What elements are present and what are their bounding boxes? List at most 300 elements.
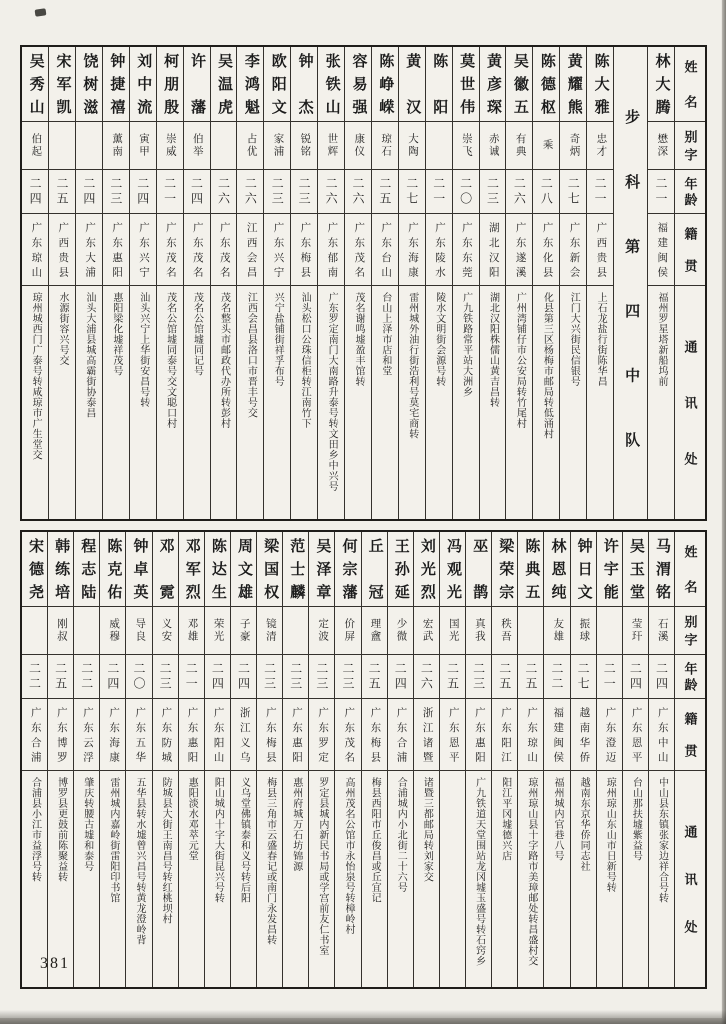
address-value: 博罗县更鼓前陈聚益转 bbox=[55, 777, 67, 882]
person-name: 陈克佑 bbox=[105, 538, 122, 600]
address-value: 中山县东镇张家边祥合号转 bbox=[656, 777, 668, 903]
address-cell bbox=[533, 285, 559, 519]
person-name: 吴徽五 bbox=[511, 53, 528, 115]
name-cell bbox=[362, 532, 387, 606]
origin-value: 广东惠阳 bbox=[186, 707, 198, 762]
age-value: 二四 bbox=[628, 661, 643, 692]
age-cell bbox=[372, 169, 398, 213]
origin-cell bbox=[291, 213, 317, 285]
person-name: 吴秀山 bbox=[27, 53, 44, 115]
name-cell bbox=[399, 47, 425, 121]
alias-cell bbox=[211, 121, 237, 169]
origin-cell bbox=[130, 213, 156, 285]
scan-edge-shadow-bottom bbox=[0, 1010, 726, 1024]
alias-cell bbox=[345, 121, 371, 169]
name-cell bbox=[22, 47, 48, 121]
name-cell bbox=[426, 47, 452, 121]
entry-column bbox=[282, 532, 308, 987]
origin-cell bbox=[48, 698, 73, 770]
age-value: 二八 bbox=[539, 176, 554, 207]
origin-cell bbox=[264, 213, 290, 285]
name-cell bbox=[372, 47, 398, 121]
alias-value: 懋深 bbox=[656, 133, 668, 158]
entry-column bbox=[465, 532, 491, 987]
origin-cell bbox=[153, 698, 178, 770]
address-value: 广州湾铺仔市公安局转竹尾村 bbox=[514, 292, 526, 429]
age-cell bbox=[205, 654, 230, 698]
address-value: 合浦城内小北街二十六号 bbox=[395, 777, 407, 893]
origin-value: 广东梅县 bbox=[369, 707, 381, 762]
alias-cell bbox=[506, 121, 532, 169]
person-name: 王孙延 bbox=[392, 538, 409, 600]
origin-value: 广东海康 bbox=[108, 707, 120, 762]
entry-column bbox=[22, 47, 48, 519]
entry-column bbox=[398, 47, 425, 519]
address-cell bbox=[544, 770, 569, 987]
entry-column bbox=[344, 47, 371, 519]
address-cell bbox=[388, 770, 413, 987]
name-cell bbox=[597, 532, 622, 606]
alias-value: 有典 bbox=[514, 133, 526, 158]
origin-value: 广东梅县 bbox=[299, 222, 311, 277]
origin-value: 江西会昌 bbox=[245, 222, 257, 277]
person-name: 马渭铭 bbox=[653, 538, 670, 600]
age-cell bbox=[103, 169, 129, 213]
person-name: 莫世伟 bbox=[458, 53, 475, 115]
address-value: 茂名整头市邮政代办所转彭村 bbox=[218, 292, 230, 429]
origin-cell bbox=[440, 698, 465, 770]
origin-cell bbox=[388, 698, 413, 770]
alias-cell bbox=[414, 606, 439, 654]
age-cell bbox=[533, 169, 559, 213]
name-cell bbox=[560, 47, 586, 121]
address-value: 高州茂名公馆市永怡泉号转樟岭村 bbox=[342, 777, 354, 935]
alias-cell bbox=[309, 606, 334, 654]
age-cell bbox=[388, 654, 413, 698]
name-cell bbox=[335, 532, 360, 606]
age-value: 二三 bbox=[108, 176, 123, 207]
person-name: 林大腾 bbox=[653, 53, 670, 115]
address-cell bbox=[184, 285, 210, 519]
person-name: 许藩 bbox=[189, 53, 206, 115]
address-value: 琼州琼山东山市日新号转 bbox=[604, 777, 616, 893]
page-number: 381 bbox=[40, 955, 70, 972]
origin-value: 广东梅县 bbox=[264, 707, 276, 762]
address-value: 汕头大浦县城高霸街协泰昌 bbox=[83, 292, 95, 418]
header-name-label bbox=[675, 47, 705, 121]
address-cell bbox=[291, 285, 317, 519]
alias-cell bbox=[157, 121, 183, 169]
age-cell bbox=[649, 654, 674, 698]
address-value: 台山上泽市店和堂 bbox=[379, 292, 391, 376]
address-value: 广九铁道天堂围站龙冈墟玉盛号转石窍乡 bbox=[473, 777, 485, 966]
alias-cell bbox=[649, 606, 674, 654]
age-value: 二七 bbox=[576, 661, 591, 692]
person-name: 钟卓英 bbox=[131, 538, 148, 600]
age-value: 二五 bbox=[523, 661, 538, 692]
age-value: 二四 bbox=[135, 176, 150, 207]
origin-value: 越南华侨 bbox=[578, 707, 590, 762]
age-cell bbox=[184, 169, 210, 213]
header-address-label bbox=[675, 770, 705, 987]
alias-cell bbox=[49, 121, 75, 169]
alias-cell bbox=[205, 606, 230, 654]
origin-value: 广东恩平 bbox=[630, 707, 642, 762]
alias-cell bbox=[335, 606, 360, 654]
origin-value: 广东合浦 bbox=[395, 707, 407, 762]
origin-value: 广东茂名 bbox=[353, 222, 365, 277]
alias-cell bbox=[100, 606, 125, 654]
address-cell bbox=[414, 770, 439, 987]
age-value: 二二 bbox=[79, 661, 94, 692]
age-value: 二四 bbox=[28, 176, 43, 207]
alias-cell bbox=[318, 121, 344, 169]
address-value: 越南东京华侨同志社 bbox=[578, 777, 590, 872]
person-name: 范士麟 bbox=[288, 538, 305, 600]
entry-column bbox=[317, 47, 344, 519]
origin-value: 广东茂名 bbox=[218, 222, 230, 277]
entry-column bbox=[596, 532, 622, 987]
alias-value: 家浦 bbox=[272, 133, 284, 158]
age-value: 二四 bbox=[105, 661, 120, 692]
entry-column bbox=[290, 47, 317, 519]
alias-cell bbox=[533, 121, 559, 169]
origin-cell bbox=[100, 698, 125, 770]
origin-cell bbox=[345, 213, 371, 285]
address-value: 茂名公馆墟同记号 bbox=[191, 292, 203, 376]
origin-cell bbox=[22, 698, 47, 770]
origin-value: 广东中山 bbox=[656, 707, 668, 762]
age-value: 二〇 bbox=[131, 661, 146, 692]
age-value: 二三 bbox=[270, 176, 285, 207]
name-cell bbox=[126, 532, 151, 606]
age-value: 二三 bbox=[297, 176, 312, 207]
person-name: 柯朋殷 bbox=[162, 53, 179, 115]
person-name: 吴泽章 bbox=[314, 538, 331, 600]
age-cell bbox=[560, 169, 586, 213]
origin-cell bbox=[466, 698, 491, 770]
address-value: 上石龙盐行街陈华昌 bbox=[595, 292, 607, 387]
origin-value: 广东台山 bbox=[380, 222, 392, 277]
origin-cell bbox=[76, 213, 102, 285]
alias-cell bbox=[179, 606, 204, 654]
age-cell bbox=[362, 654, 387, 698]
entry-column bbox=[236, 47, 263, 519]
origin-cell bbox=[309, 698, 334, 770]
address-cell bbox=[453, 285, 479, 519]
name-cell bbox=[440, 532, 465, 606]
alias-value: 赤诚 bbox=[487, 133, 499, 158]
header-name-label bbox=[675, 532, 705, 606]
person-name: 刘中流 bbox=[135, 53, 152, 115]
alias-cell bbox=[184, 121, 210, 169]
person-name: 周文雄 bbox=[235, 538, 252, 600]
origin-value: 广东大浦 bbox=[84, 222, 96, 277]
origin-value: 广东惠阳 bbox=[473, 707, 485, 762]
age-cell bbox=[283, 654, 308, 698]
alias-value: 宏武 bbox=[421, 618, 433, 643]
entry-column bbox=[230, 532, 256, 987]
alias-value: 寅甲 bbox=[137, 133, 149, 158]
entry-column bbox=[204, 532, 230, 987]
name-cell bbox=[74, 532, 99, 606]
person-name: 韩练培 bbox=[53, 538, 70, 600]
alias-value: 伯举 bbox=[191, 133, 203, 158]
age-value: 二一 bbox=[602, 661, 617, 692]
person-name: 陈阳 bbox=[431, 53, 448, 115]
header-age-label bbox=[675, 169, 705, 213]
origin-cell bbox=[623, 698, 648, 770]
alias-cell bbox=[648, 121, 674, 169]
alias-cell bbox=[388, 606, 413, 654]
age-cell bbox=[231, 654, 256, 698]
address-value: 防城县大街王南昌号转红桃坝村 bbox=[160, 777, 172, 924]
alias-value: 世辉 bbox=[326, 133, 338, 158]
alias-value: 锐铭 bbox=[299, 133, 311, 158]
name-cell bbox=[211, 47, 237, 121]
origin-cell bbox=[74, 698, 99, 770]
alias-value: 秩吾 bbox=[499, 618, 511, 643]
address-cell bbox=[103, 285, 129, 519]
alias-value: 崇飞 bbox=[460, 133, 472, 158]
alias-cell bbox=[264, 121, 290, 169]
name-cell bbox=[179, 532, 204, 606]
origin-value: 湖北汉阳 bbox=[487, 222, 499, 277]
person-name: 黄耀熊 bbox=[565, 53, 582, 115]
name-cell bbox=[283, 532, 308, 606]
person-name: 钟杰 bbox=[296, 53, 313, 115]
origin-cell bbox=[318, 213, 344, 285]
age-value: 二六 bbox=[350, 176, 365, 207]
origin-value: 广东新会 bbox=[568, 222, 580, 277]
origin-cell bbox=[157, 213, 183, 285]
alias-value: 伯起 bbox=[30, 133, 42, 158]
alias-value: 子豪 bbox=[238, 618, 250, 643]
address-cell bbox=[571, 770, 596, 987]
age-cell bbox=[318, 169, 344, 213]
address-value: 惠阳梁化墟祥茂号 bbox=[110, 292, 122, 376]
age-cell bbox=[211, 169, 237, 213]
origin-value: 广西贵县 bbox=[57, 222, 69, 277]
age-value: 二一 bbox=[431, 176, 446, 207]
name-cell bbox=[345, 47, 371, 121]
entry-column bbox=[452, 47, 479, 519]
name-cell bbox=[414, 532, 439, 606]
person-name: 饶树滋 bbox=[81, 53, 98, 115]
alias-value: 邓雄 bbox=[186, 618, 198, 643]
alias-cell bbox=[237, 121, 263, 169]
address-cell bbox=[372, 285, 398, 519]
entry-column bbox=[413, 532, 439, 987]
scan-edge-shadow-right bbox=[721, 0, 726, 1024]
age-cell bbox=[587, 169, 613, 213]
alias-cell bbox=[76, 121, 102, 169]
age-cell bbox=[597, 654, 622, 698]
age-value: 二四 bbox=[393, 661, 408, 692]
alias-value: 威穆 bbox=[108, 618, 120, 643]
person-name: 程志陆 bbox=[79, 538, 96, 600]
alias-value: 刚叔 bbox=[55, 618, 67, 643]
origin-cell bbox=[492, 698, 517, 770]
name-cell bbox=[309, 532, 334, 606]
address-value: 雷州城外油行街浩利号莫宅商转 bbox=[406, 292, 418, 439]
entry-column bbox=[479, 47, 506, 519]
alias-cell bbox=[426, 121, 452, 169]
name-cell bbox=[184, 47, 210, 121]
address-cell bbox=[22, 285, 48, 519]
origin-cell bbox=[544, 698, 569, 770]
age-cell bbox=[100, 654, 125, 698]
entry-column bbox=[47, 532, 73, 987]
age-value: 二五 bbox=[55, 176, 70, 207]
origin-value: 广东防城 bbox=[160, 707, 172, 762]
header-alias-label bbox=[675, 606, 705, 654]
person-name: 吴温虎 bbox=[215, 53, 232, 115]
address-value: 琼州琼山县十字路市美璋邮处转昌盛村交 bbox=[525, 777, 537, 966]
origin-value: 广东海康 bbox=[407, 222, 419, 277]
address-cell bbox=[74, 770, 99, 987]
age-value: 二五 bbox=[445, 661, 460, 692]
person-name: 陈德枢 bbox=[538, 53, 555, 115]
name-cell bbox=[237, 47, 263, 121]
origin-value: 广东恩平 bbox=[447, 707, 459, 762]
address-cell bbox=[362, 770, 387, 987]
alias-value: 石溪 bbox=[656, 618, 668, 643]
roster-table-top bbox=[20, 45, 707, 521]
address-value: 义乌堂佛镇泰和义号转后阳 bbox=[238, 777, 250, 903]
entry-column bbox=[210, 47, 237, 519]
entry-column bbox=[156, 47, 183, 519]
age-value: 二二 bbox=[27, 661, 42, 692]
entry-column bbox=[570, 532, 596, 987]
entry-column bbox=[334, 532, 360, 987]
address-value: 陵水文明街会源号转 bbox=[433, 292, 445, 387]
name-cell bbox=[100, 532, 125, 606]
origin-value: 广东阳山 bbox=[212, 707, 224, 762]
age-cell bbox=[264, 169, 290, 213]
age-cell bbox=[49, 169, 75, 213]
header-origin-label bbox=[675, 698, 705, 770]
address-value: 惠阳淡水邓萃元堂 bbox=[186, 777, 198, 861]
alias-value: 大陶 bbox=[407, 133, 419, 158]
origin-value: 福建闽侯 bbox=[552, 707, 564, 762]
alias-cell bbox=[518, 606, 543, 654]
age-cell bbox=[518, 654, 543, 698]
origin-cell bbox=[399, 213, 425, 285]
header-label-text: 籍贯 bbox=[682, 227, 698, 272]
address-cell bbox=[440, 770, 465, 987]
age-cell bbox=[257, 654, 282, 698]
alias-cell bbox=[399, 121, 425, 169]
name-cell bbox=[492, 532, 517, 606]
header-age-label bbox=[675, 654, 705, 698]
address-cell bbox=[335, 770, 360, 987]
origin-cell bbox=[597, 698, 622, 770]
entry-column bbox=[622, 532, 648, 987]
entry-column bbox=[125, 532, 151, 987]
address-cell bbox=[318, 285, 344, 519]
entry-column bbox=[99, 532, 125, 987]
name-cell bbox=[388, 532, 413, 606]
alias-cell bbox=[453, 121, 479, 169]
origin-cell bbox=[283, 698, 308, 770]
name-cell bbox=[130, 47, 156, 121]
origin-value: 广东琼山 bbox=[526, 707, 538, 762]
entry-column bbox=[517, 532, 543, 987]
person-name: 陈峥嵘 bbox=[377, 53, 394, 115]
origin-cell bbox=[335, 698, 360, 770]
header-label-text: 姓名 bbox=[682, 545, 698, 593]
origin-cell bbox=[49, 213, 75, 285]
name-cell bbox=[453, 47, 479, 121]
address-cell bbox=[264, 285, 290, 519]
age-value: 二六 bbox=[243, 176, 258, 207]
age-value: 二三 bbox=[158, 661, 173, 692]
address-value: 雷州城内嘉岭街雷阳印书馆 bbox=[107, 777, 119, 903]
alias-value: 占优 bbox=[245, 133, 257, 158]
address-cell bbox=[309, 770, 334, 987]
section-label-column bbox=[613, 47, 647, 519]
person-name: 冯观光 bbox=[444, 538, 461, 600]
entry-column bbox=[491, 532, 517, 987]
origin-cell bbox=[211, 213, 237, 285]
header-label-text: 姓名 bbox=[682, 60, 698, 108]
header-label-text: 别字 bbox=[682, 130, 698, 161]
age-cell bbox=[76, 169, 102, 213]
age-value: 二七 bbox=[404, 176, 419, 207]
address-cell bbox=[257, 770, 282, 987]
address-value: 罗定县城内新民书局或学宫前友仁书室 bbox=[316, 777, 328, 956]
entry-column bbox=[439, 532, 465, 987]
address-value: 诸暨三都邮局转刘家交 bbox=[421, 777, 433, 882]
origin-value: 广西贵县 bbox=[595, 222, 607, 277]
scan-ink-mark bbox=[35, 8, 47, 16]
name-cell bbox=[533, 47, 559, 121]
origin-value: 广东东莞 bbox=[460, 222, 472, 277]
person-name: 刘光烈 bbox=[418, 538, 435, 600]
address-cell bbox=[597, 770, 622, 987]
address-value: 阳山城内十字大街昆兴号转 bbox=[212, 777, 224, 903]
entry-column bbox=[256, 532, 282, 987]
entry-column bbox=[425, 47, 452, 519]
name-cell bbox=[506, 47, 532, 121]
origin-value: 广东博罗 bbox=[55, 707, 67, 762]
alias-cell bbox=[597, 606, 622, 654]
alias-cell bbox=[544, 606, 569, 654]
address-value: 广九铁路常平站大洲乡 bbox=[460, 292, 472, 397]
person-name: 陈达生 bbox=[209, 538, 226, 600]
header-label-text: 通讯处 bbox=[682, 825, 698, 933]
origin-cell bbox=[103, 213, 129, 285]
person-name: 吴玉堂 bbox=[627, 538, 644, 600]
age-cell bbox=[544, 654, 569, 698]
address-value: 兴宁盐铺街祥孚布号 bbox=[272, 292, 284, 387]
alias-cell bbox=[466, 606, 491, 654]
age-value: 二三 bbox=[288, 661, 303, 692]
origin-value: 广东兴宁 bbox=[137, 222, 149, 277]
origin-cell bbox=[22, 213, 48, 285]
alias-value: 义安 bbox=[160, 618, 172, 643]
entry-column bbox=[75, 47, 102, 519]
entry-column bbox=[48, 47, 75, 519]
alias-value: 振球 bbox=[578, 618, 590, 643]
person-name: 宋军凯 bbox=[54, 53, 71, 115]
address-cell bbox=[623, 770, 648, 987]
name-cell bbox=[264, 47, 290, 121]
address-value: 化县第三区杨梅市邮局转低涌村 bbox=[541, 292, 553, 439]
entry-column bbox=[183, 47, 210, 519]
origin-value: 浙江义乌 bbox=[238, 707, 250, 762]
